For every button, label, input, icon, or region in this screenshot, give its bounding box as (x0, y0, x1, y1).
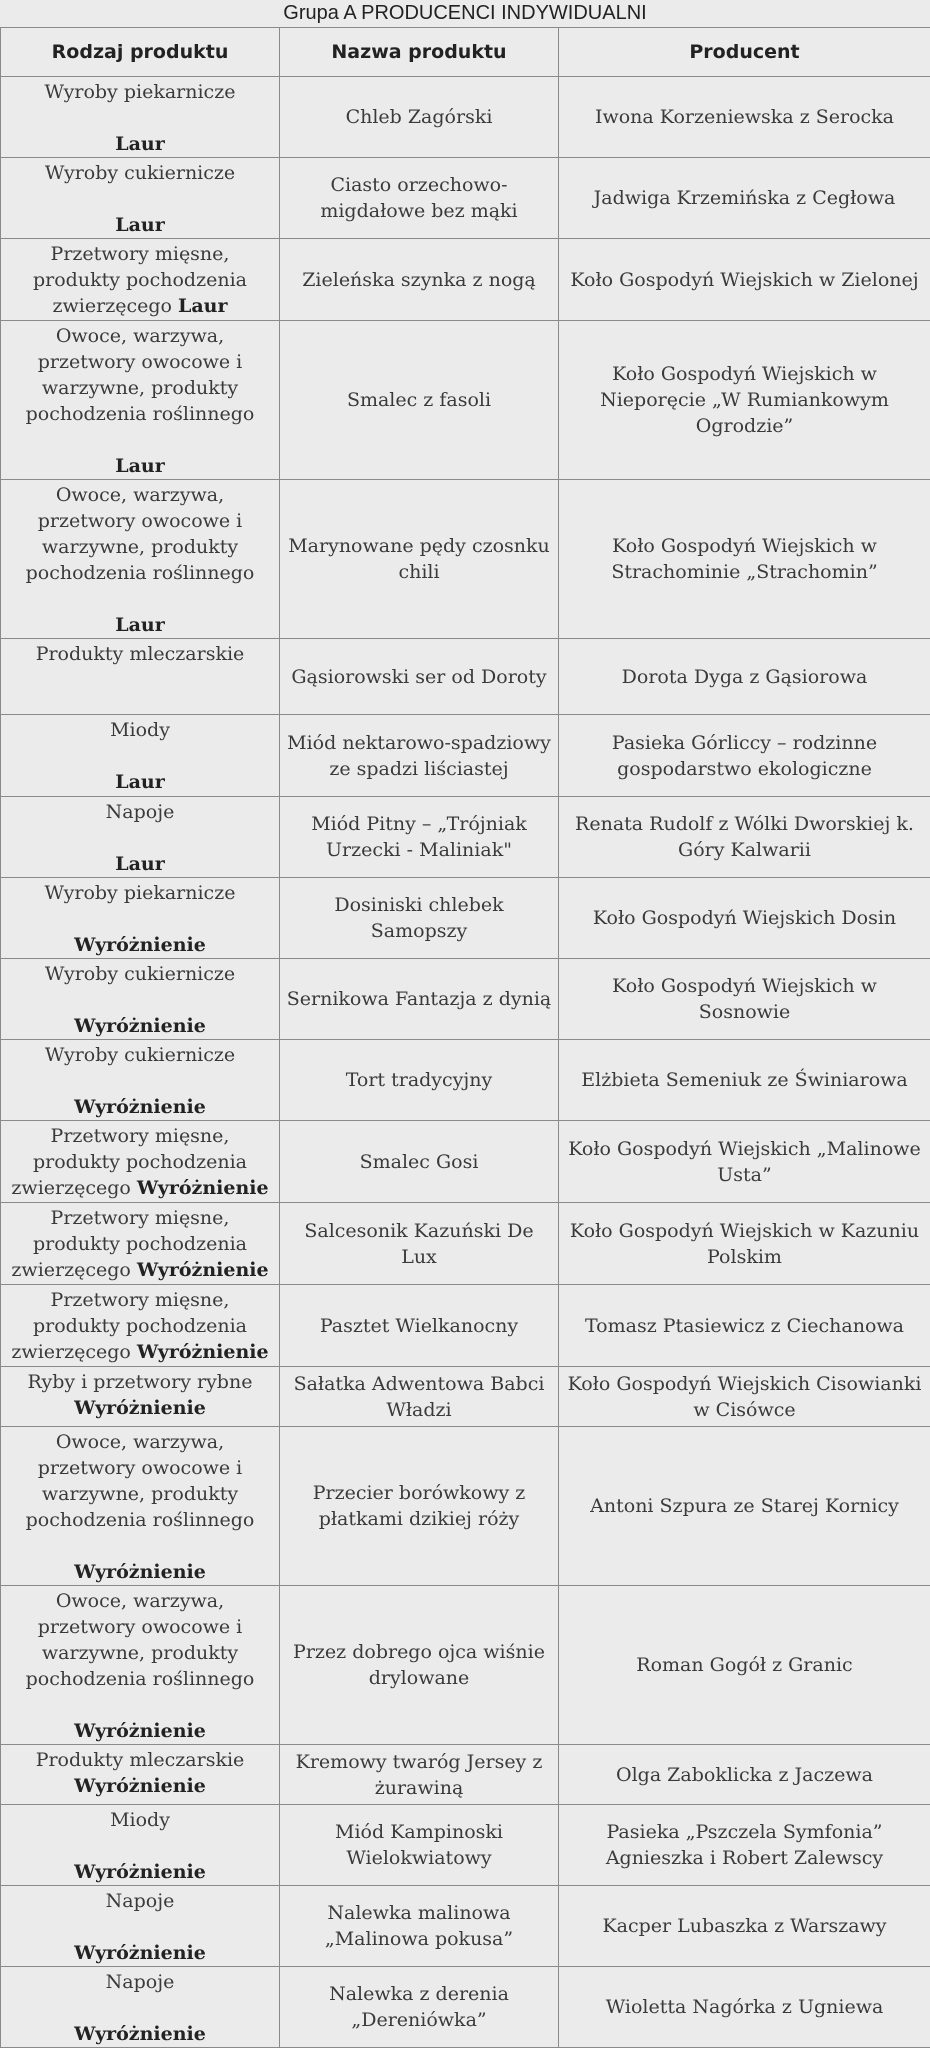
award-label: Laur (115, 133, 165, 155)
spacer (7, 105, 273, 131)
cell-product-type (1, 321, 280, 480)
award-label: Laur (115, 853, 165, 875)
cell-producer: Olga Zaboklicka z Jaczewa (559, 1745, 930, 1805)
spacer (7, 1692, 273, 1718)
product-type-label: Ryby i przetwory rybne (28, 1371, 253, 1393)
award-label: Wyróżnienie (74, 1397, 206, 1419)
cell-product-name: Smalec Gosi (280, 1121, 559, 1203)
product-type-label: Wyroby cukiernicze (45, 963, 235, 985)
cell-product-name: Nalewka malinowa „Malinowa pokusa” (280, 1886, 559, 1967)
product-type-label: Przetwory mięsne, produkty pochodzenia zwierzęcego (11, 1207, 247, 1281)
spacer (7, 906, 273, 932)
spacer (7, 1995, 273, 2021)
cell-producer: Dorota Dyga z Gąsiorowa (559, 639, 930, 715)
cell-product-type (1, 1805, 280, 1886)
cell-product-type (1, 639, 280, 715)
cell-product-name: Kremowy twaróg Jersey z żurawiną (280, 1745, 559, 1805)
cell-product-name: Miód Pitny – „Trójniak Urzecki - Maliniak" (280, 797, 559, 878)
table-row (1, 1967, 930, 2048)
cell-product-name: Przez dobrego ojca wiśnie drylowane (280, 1586, 559, 1745)
cell-producer: Koło Gospodyń Wiejskich w Nieporęcie „W Rumiankowym Ogrodzie” (559, 321, 930, 480)
award-label: Wyróżnienie (74, 1015, 206, 1037)
table-row (1, 1040, 930, 1121)
cell-producer: Renata Rudolf z Wólki Dworskiej k. Góry Kalwarii (559, 797, 930, 878)
cell-product-type (1, 1967, 280, 2048)
cell-producer: Koło Gospodyń Wiejskich „Malinowe Usta” (559, 1121, 930, 1203)
spacer (7, 825, 273, 851)
cell-product-type (1, 878, 280, 959)
cell-product-type (1, 1427, 280, 1586)
cell-producer: Pasieka „Pszczela Symfonia” Agnieszka i Robert Zalewscy (559, 1805, 930, 1886)
cell-product-type (1, 1203, 280, 1285)
award-label: Wyróżnienie (74, 1561, 206, 1583)
award-label: Wyróżnienie (74, 1096, 206, 1118)
cell-producer: Kacper Lubaszka z Warszawy (559, 1886, 930, 1967)
table-row (1, 878, 930, 959)
cell-product-name: Nalewka z derenia „Dereniówka” (280, 1967, 559, 2048)
spacer (7, 1068, 273, 1094)
product-type-label: Owoce, warzywa, przetwory owocowe i warzywne, produkty pochodzenia roślinnego (26, 484, 255, 584)
cell-product-type (1, 1040, 280, 1121)
award-label: Laur (115, 455, 165, 477)
column-header-type: Rodzaj produktu (1, 28, 280, 77)
award-label: Wyróżnienie (74, 1861, 206, 1883)
product-type-label: Wyroby piekarnicze (45, 882, 236, 904)
cell-producer: Elżbieta Semeniuk ze Świniarowa (559, 1040, 930, 1121)
cell-product-type (1, 1367, 280, 1427)
cell-product-name: Pasztet Wielkanocny (280, 1285, 559, 1367)
cell-producer: Koło Gospodyń Wiejskich Cisowianki w Cisówce (559, 1367, 930, 1427)
product-type-label: Wyroby cukiernicze (45, 162, 235, 184)
spacer (7, 586, 273, 612)
table-row (1, 1203, 930, 1285)
table-row (1, 797, 930, 878)
cell-producer: Koło Gospodyń Wiejskich w Strachominie „Strachomin” (559, 480, 930, 639)
award-label: Wyróżnienie (137, 1259, 269, 1281)
table-row (1, 239, 930, 321)
results-table (0, 27, 930, 2048)
cell-product-type (1, 1121, 280, 1203)
product-type-label: Owoce, warzywa, przetwory owocowe i warzywne, produkty pochodzenia roślinnego (26, 325, 255, 425)
table-row (1, 158, 930, 239)
award-label: Wyróżnienie (74, 1942, 206, 1964)
product-type-label: Przetwory mięsne, produkty pochodzenia zwierzęcego (33, 243, 247, 317)
cell-producer: Koło Gospodyń Wiejskich w Zielonej (559, 239, 930, 321)
cell-product-name: Sałatka Adwentowa Babci Władzi (280, 1367, 559, 1427)
cell-product-type (1, 77, 280, 158)
column-header-name: Nazwa produktu (280, 28, 559, 77)
product-type-label: Wyroby cukiernicze (45, 1044, 235, 1066)
cell-product-type (1, 480, 280, 639)
table-row (1, 321, 930, 480)
cell-product-type (1, 715, 280, 797)
cell-product-name: Tort tradycyjny (280, 1040, 559, 1121)
table-row (1, 639, 930, 715)
table-row (1, 1367, 930, 1427)
table-row (1, 1805, 930, 1886)
table-caption: Grupa A PRODUCENCI INDYWIDUALNI (0, 0, 930, 27)
table-row (1, 1121, 930, 1203)
award-label: Wyróżnienie (74, 2023, 206, 2045)
award-label: Wyróżnienie (137, 1177, 269, 1199)
cell-product-name: Gąsiorowski ser od Doroty (280, 639, 559, 715)
award-label: Laur (178, 295, 228, 317)
cell-producer: Wioletta Nagórka z Ugniewa (559, 1967, 930, 2048)
table-row (1, 1886, 930, 1967)
product-type-label: Owoce, warzywa, przetwory owocowe i warzywne, produkty pochodzenia roślinnego (26, 1431, 255, 1531)
cell-producer: Tomasz Ptasiewicz z Ciechanowa (559, 1285, 930, 1367)
product-type-label: Napoje (106, 801, 175, 823)
award-label: Laur (115, 771, 165, 793)
cell-product-type (1, 1745, 280, 1805)
spacer (7, 427, 273, 453)
product-type-label: Owoce, warzywa, przetwory owocowe i warzywne, produkty pochodzenia roślinnego (26, 1590, 255, 1690)
product-type-label: Produkty mleczarskie (36, 643, 245, 665)
cell-producer: Koło Gospodyń Wiejskich w Sosnowie (559, 959, 930, 1040)
cell-product-name: Zieleńska szynka z nogą (280, 239, 559, 321)
product-type-label: Wyroby piekarnicze (45, 81, 236, 103)
table-row (1, 1745, 930, 1805)
cell-product-name: Miód nektarowo-spadziowy ze spadzi liściastej (280, 715, 559, 797)
table-row (1, 1586, 930, 1745)
spacer (7, 1533, 273, 1559)
cell-product-name: Dosiniski chlebek Samopszy (280, 878, 559, 959)
cell-producer: Antoni Szpura ze Starej Kornicy (559, 1427, 930, 1586)
table-row (1, 480, 930, 639)
award-label: Wyróżnienie (74, 1775, 206, 1797)
award-label: Laur (115, 214, 165, 236)
cell-product-type (1, 959, 280, 1040)
cell-product-name: Smalec z fasoli (280, 321, 559, 480)
cell-product-type (1, 239, 280, 321)
table-row (1, 77, 930, 158)
award-label: Wyróżnienie (137, 1341, 269, 1363)
cell-product-name: Miód Kampinoski Wielokwiatowy (280, 1805, 559, 1886)
cell-product-type (1, 158, 280, 239)
product-type-label: Miody (110, 719, 170, 741)
cell-product-name: Marynowane pędy czosnku chili (280, 480, 559, 639)
cell-product-name: Przecier borówkowy z płatkami dzikiej róży (280, 1427, 559, 1586)
spacer (7, 1833, 273, 1859)
product-type-label: Napoje (106, 1890, 175, 1912)
spacer (7, 987, 273, 1013)
cell-producer: Koło Gospodyń Wiejskich w Kazuniu Polskim (559, 1203, 930, 1285)
table-row (1, 959, 930, 1040)
product-type-label: Produkty mleczarskie (36, 1749, 245, 1771)
table-row (1, 1285, 930, 1367)
product-type-label: Przetwory mięsne, produkty pochodzenia zwierzęcego (11, 1289, 247, 1363)
table-body (1, 77, 930, 2048)
spacer (7, 743, 273, 769)
cell-producer: Pasieka Górliccy – rodzinne gospodarstwo ekologiczne (559, 715, 930, 797)
cell-producer: Roman Gogół z Granic (559, 1586, 930, 1745)
product-type-label: Miody (110, 1809, 170, 1831)
cell-producer: Jadwiga Krzemińska z Cegłowa (559, 158, 930, 239)
column-header-producer: Producent (559, 28, 930, 77)
award-label: Wyróżnienie (74, 1720, 206, 1742)
spacer (7, 186, 273, 212)
cell-product-name: Ciasto orzechowo-migdałowe bez mąki (280, 158, 559, 239)
product-type-label: Napoje (106, 1971, 175, 1993)
cell-product-type (1, 797, 280, 878)
cell-product-name: Chleb Zagórski (280, 77, 559, 158)
header-row (1, 28, 930, 77)
award-label: Wyróżnienie (74, 934, 206, 956)
award-label: Laur (115, 614, 165, 636)
cell-product-type (1, 1586, 280, 1745)
spacer (7, 1914, 273, 1940)
product-type-label: Przetwory mięsne, produkty pochodzenia zwierzęcego (11, 1125, 247, 1199)
cell-product-name: Salcesonik Kazuński De Lux (280, 1203, 559, 1285)
cell-product-type (1, 1886, 280, 1967)
table-row (1, 715, 930, 797)
table-row (1, 1427, 930, 1586)
cell-product-type (1, 1285, 280, 1367)
cell-producer: Iwona Korzeniewska z Serocka (559, 77, 930, 158)
cell-product-name: Sernikowa Fantazja z dynią (280, 959, 559, 1040)
cell-producer: Koło Gospodyń Wiejskich Dosin (559, 878, 930, 959)
